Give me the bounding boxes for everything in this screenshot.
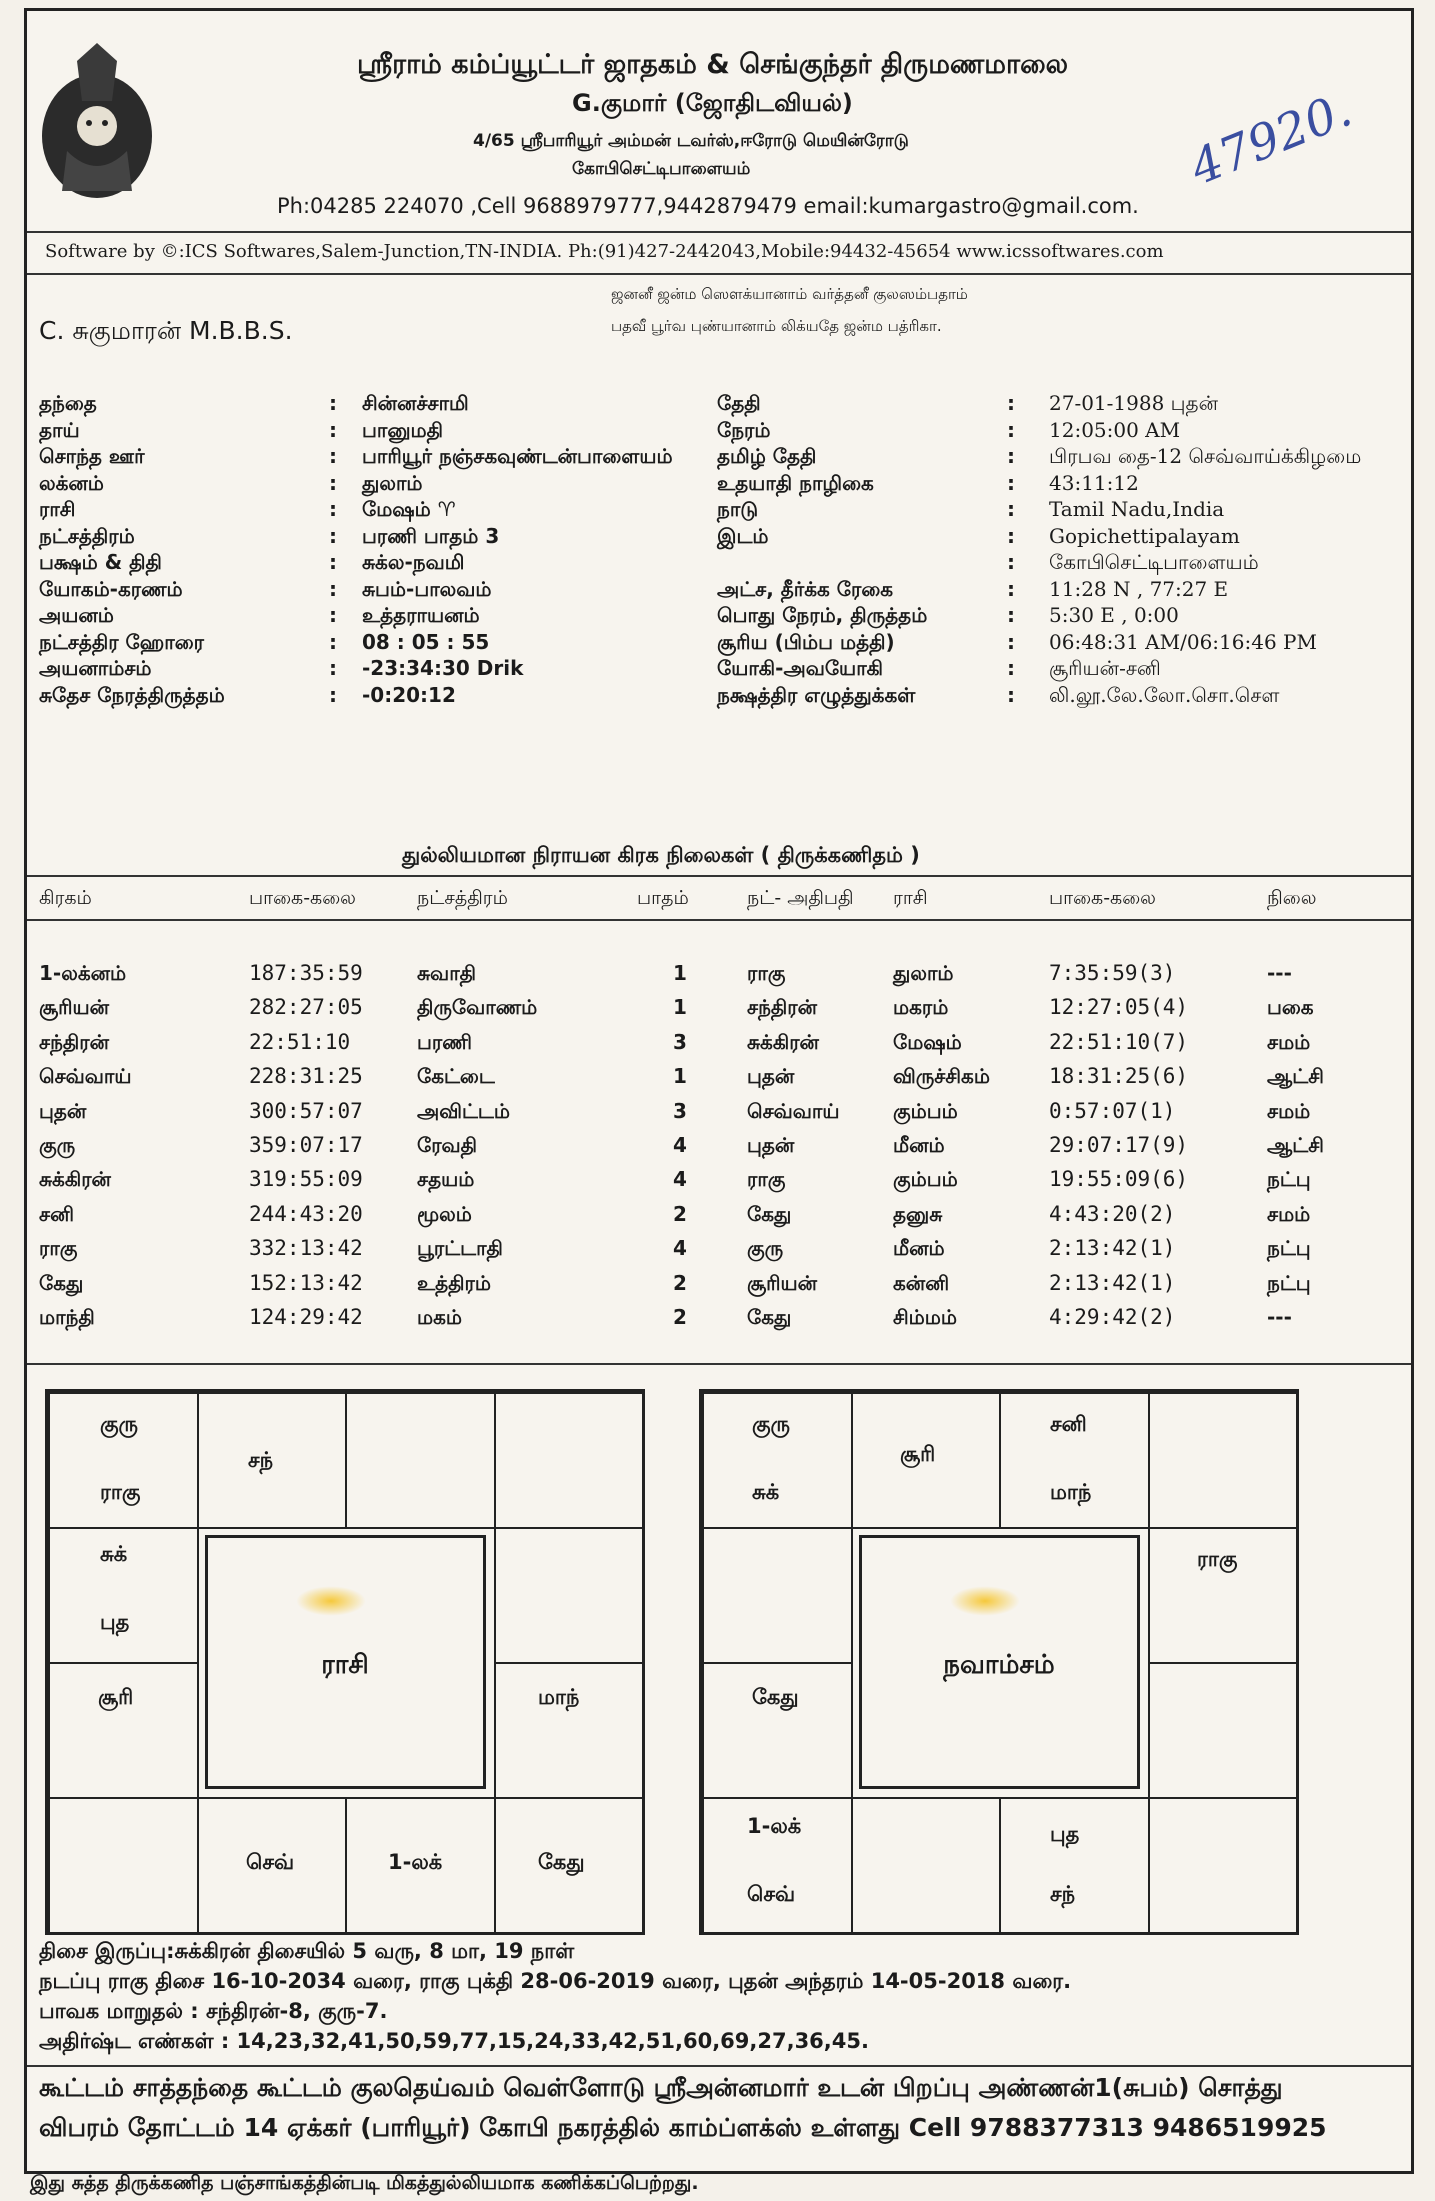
table-column-header: பாகை-கலை — [1049, 887, 1156, 909]
software-line: Software by ©:ICS Softwares,Salem-Junction,TN-INDIA. Ph:(91)427-2442043,Mobile:94432-45654 www.icssoftwares.com — [45, 241, 1164, 262]
detail-label: நக்ஷத்திர எழுத்துக்கள் — [717, 682, 916, 707]
detail-colon: : — [1007, 656, 1015, 680]
header-line2: G.குமார் (ஜோதிடவியல்) — [572, 89, 853, 117]
table-cell: ராகு — [747, 961, 786, 985]
verse-line1: ஜனனீ ஜன்ம ஸௌக்யானாம் வர்த்தனீ குலஸம்பதாம் — [611, 285, 968, 303]
table-cell: 4 — [673, 1236, 687, 1261]
detail-value: லி.லூ.லே.லோ.சொ.செள — [1049, 682, 1280, 707]
header-address: 4/65 ஸ்ரீபாரியூர் அம்மன் டவர்ஸ்,ஈரோடு மெயின்ரோடு — [473, 131, 909, 151]
planet-label: சனி — [1050, 1412, 1087, 1436]
table-cell: மகம் — [417, 1305, 462, 1329]
chart-house — [494, 1392, 645, 1529]
table-cell: சுக்கிரன் — [747, 1029, 819, 1054]
detail-value: 43:11:12 — [1049, 470, 1139, 495]
divider — [27, 231, 1411, 233]
detail-colon: : — [329, 656, 337, 680]
detail-value: -23:34:30 Drik — [362, 656, 524, 680]
turmeric-mark — [296, 1586, 366, 1616]
detail-colon: : — [1007, 682, 1015, 707]
table-cell: 19:55:09(6) — [1049, 1167, 1189, 1192]
detail-value: மேஷம் ♈ — [362, 497, 456, 521]
current-dasa: நடப்பு ராகு திசை 16-10-2034 வரை, ராகு புக்தி 28-06-2019 வரை, புதன் அந்தரம் 14-05-2018 வரை. — [39, 1969, 1072, 1993]
planet-label: 1-லக் — [747, 1814, 802, 1838]
table-column-header: பாதம் — [637, 887, 689, 909]
planet-label: சுக் — [100, 1542, 128, 1566]
table-cell: 2 — [673, 1270, 687, 1295]
table-cell: உத்திரம் — [417, 1270, 491, 1295]
detail-label: உதயாதி நாழிகை — [717, 470, 874, 495]
detail-label: நேரம் — [717, 417, 771, 442]
chart-house — [702, 1527, 853, 1664]
detail-colon: : — [1007, 550, 1015, 574]
detail-label: ராசி — [39, 497, 76, 521]
table-cell: 22:51:10 — [249, 1029, 351, 1054]
table-cell: கேது — [747, 1305, 792, 1329]
planet-label: சூரி — [900, 1442, 936, 1466]
detail-label: யோகம்-கரணம் — [39, 576, 183, 601]
table-cell: சதயம் — [417, 1167, 475, 1192]
table-cell: கேது — [39, 1270, 84, 1295]
table-cell: மீனம் — [893, 1133, 945, 1157]
table-cell: குரு — [747, 1236, 784, 1261]
detail-label: பொது நேரம், திருத்தம் — [717, 603, 928, 627]
navamsa-chart — [699, 1389, 1299, 1935]
family-details-line2: விபரம் தோட்டம் 14 ஏக்கர் (பாரியூர்) கோபி நகரத்தில் காம்ப்ளக்ஸ் உள்ளது Cell 9788377313 9486519925 — [39, 2113, 1327, 2142]
table-cell: செவ்வாய் — [747, 1098, 840, 1123]
table-cell: சந்திரன் — [747, 995, 818, 1020]
table-column-header: பாகை-கலை — [249, 887, 356, 909]
table-cell: ரேவதி — [417, 1133, 478, 1157]
table-cell: --- — [1267, 1305, 1292, 1329]
detail-value: உத்தராயனம் — [362, 603, 480, 627]
detail-colon: : — [1007, 629, 1015, 654]
detail-value: கோபிசெட்டிபாளையம் — [1049, 550, 1259, 574]
table-cell: 300:57:07 — [249, 1098, 363, 1123]
chart-center — [859, 1535, 1140, 1789]
table-cell: சமம் — [1267, 1201, 1311, 1226]
detail-label: பக்ஷம் & திதி — [39, 550, 162, 574]
detail-value: சின்னச்சாமி — [362, 391, 469, 415]
chart-house — [1148, 1392, 1299, 1529]
table-cell: சமம் — [1267, 1029, 1311, 1054]
detail-value: 08 : 05 : 55 — [362, 629, 490, 654]
table-cell: 29:07:17(9) — [1049, 1133, 1189, 1157]
table-column-header: கிரகம் — [39, 887, 92, 909]
chart-house — [48, 1662, 199, 1799]
deity-logo-icon — [37, 41, 157, 201]
table-cell: 319:55:09 — [249, 1167, 363, 1192]
planet-label: கேது — [538, 1850, 585, 1874]
detail-label: தந்தை — [39, 391, 97, 415]
detail-label: சுதேச நேரத்திருத்தம் — [39, 682, 225, 707]
table-cell: மேஷம் — [893, 1029, 962, 1054]
table-cell: மூலம் — [417, 1201, 472, 1226]
chart-house — [851, 1797, 1002, 1934]
detail-label: தமிழ் தேதி — [717, 444, 817, 468]
table-cell: சூரியன் — [39, 995, 110, 1020]
detail-label: அயனாம்சம் — [39, 656, 152, 680]
planet-label: செவ் — [747, 1882, 796, 1906]
header-town: கோபிசெட்டிபாளையம் — [572, 159, 751, 179]
detail-colon: : — [1007, 391, 1015, 415]
header-line1: ஸ்ரீராம் கம்ப்யூட்டர் ஜாதகம் & செங்குந்தர் திருமணமாலை — [357, 49, 1069, 80]
detail-colon: : — [1007, 444, 1015, 468]
planet-label: குரு — [100, 1412, 139, 1436]
planet-label: கேது — [752, 1685, 799, 1709]
table-cell: அவிட்டம் — [417, 1098, 510, 1123]
detail-colon: : — [1007, 576, 1015, 601]
detail-label: நட்சத்திர ஹோரை — [39, 629, 204, 654]
detail-value: சுக்ல-நவமி — [362, 550, 465, 574]
table-cell: சந்திரன் — [39, 1029, 110, 1054]
planet-label: மாந் — [1050, 1480, 1092, 1504]
table-cell: 4:29:42(2) — [1049, 1305, 1176, 1329]
table-cell: 0:57:07(1) — [1049, 1098, 1176, 1123]
divider — [27, 273, 1411, 275]
table-head-rule — [27, 919, 1411, 921]
detail-colon: : — [329, 603, 337, 627]
chart-house — [702, 1662, 853, 1799]
detail-value: Tamil Nadu,India — [1049, 497, 1225, 521]
table-bottom-rule — [27, 1363, 1411, 1365]
table-cell: ஆட்சி — [1267, 1133, 1324, 1157]
detail-colon: : — [1007, 523, 1015, 548]
chart-house — [48, 1797, 199, 1934]
table-column-header: ராசி — [893, 887, 928, 909]
table-cell: 359:07:17 — [249, 1133, 363, 1157]
planet-label: 1-லக் — [388, 1850, 443, 1874]
planet-label: செவ் — [246, 1850, 295, 1874]
table-cell: --- — [1267, 961, 1292, 985]
detail-label: அட்ச, தீர்க்க ரேகை — [717, 576, 894, 601]
table-cell: துலாம் — [893, 961, 954, 985]
chart-house — [999, 1797, 1150, 1934]
detail-colon: : — [329, 417, 337, 442]
planet-label: சுக் — [752, 1480, 780, 1504]
table-cell: 7:35:59(3) — [1049, 961, 1176, 985]
table-cell: திருவோணம் — [417, 995, 538, 1020]
detail-value: பிரபவ தை-12 செவ்வாய்க்கிழமை — [1049, 444, 1362, 468]
table-cell: தனுசு — [893, 1201, 943, 1226]
dasa-balance: திசை இருப்பு:சுக்கிரன் திசையில் 5 வரு, 8 மா, 19 நாள் — [39, 1939, 575, 1963]
detail-colon: : — [1007, 603, 1015, 627]
table-cell: 282:27:05 — [249, 995, 363, 1020]
table-cell: பரணி — [417, 1029, 472, 1054]
table-cell: கும்பம் — [893, 1167, 958, 1192]
detail-value: 5:30 E , 0:00 — [1049, 603, 1179, 627]
verse-line2: பதவீ பூர்வ புண்யானாம் லிக்யதே ஜன்ம பத்ரிகா. — [611, 317, 942, 335]
detail-colon: : — [329, 682, 337, 707]
detail-value: சுபம்-பாலவம் — [362, 576, 492, 601]
chart-house — [1148, 1797, 1299, 1934]
detail-label: தேதி — [717, 391, 761, 415]
table-cell: 22:51:10(7) — [1049, 1029, 1189, 1054]
table-cell: ஆட்சி — [1267, 1064, 1324, 1089]
table-cell: சமம் — [1267, 1098, 1311, 1123]
table-cell: புதன் — [39, 1098, 87, 1123]
table-cell: சூரியன் — [747, 1270, 818, 1295]
detail-value: பரணி பாதம் 3 — [362, 523, 500, 548]
table-cell: சனி — [39, 1201, 74, 1226]
planet-label: புத — [1050, 1822, 1080, 1846]
table-cell: 228:31:25 — [249, 1064, 363, 1089]
turmeric-mark — [950, 1586, 1020, 1616]
chart-house — [1148, 1662, 1299, 1799]
table-title: துல்லியமான நிராயன கிரக நிலைகள் ( திருக்கணிதம் ) — [402, 843, 920, 867]
detail-colon: : — [329, 629, 337, 654]
detail-colon: : — [329, 470, 337, 495]
table-cell: 12:27:05(4) — [1049, 995, 1189, 1020]
planet-label: ராகு — [100, 1480, 141, 1504]
detail-colon: : — [329, 391, 337, 415]
planet-label: மாந் — [538, 1685, 580, 1709]
detail-label: நாடு — [717, 497, 759, 521]
table-column-header: நிலை — [1267, 887, 1317, 909]
person-name: C. சுகுமாரன் M.B.B.S. — [39, 316, 293, 345]
detail-label: சூரிய (பிம்ப மத்தி) — [717, 629, 895, 654]
chart-title: நவாம்சம் — [943, 1650, 1055, 1680]
table-cell: சுவாதி — [417, 961, 477, 985]
detail-value: 12:05:00 AM — [1049, 417, 1181, 442]
table-cell: நட்பு — [1267, 1270, 1311, 1295]
planet-label: ராகு — [1197, 1547, 1238, 1571]
table-cell: மகரம் — [893, 995, 949, 1020]
detail-colon: : — [1007, 497, 1015, 521]
table-cell: 332:13:42 — [249, 1236, 363, 1261]
detail-value: -0:20:12 — [362, 682, 456, 707]
planet-label: குரு — [752, 1412, 791, 1436]
table-cell: கேட்டை — [417, 1064, 495, 1089]
detail-label: லக்னம் — [39, 470, 104, 495]
table-cell: மீனம் — [893, 1236, 945, 1261]
table-cell: மாந்தி — [39, 1305, 95, 1329]
detail-value: 06:48:31 AM/06:16:46 PM — [1049, 629, 1317, 654]
table-column-header: நட்சத்திரம் — [417, 887, 508, 909]
handwritten-number: 47920. — [1182, 81, 1360, 197]
table-cell: 18:31:25(6) — [1049, 1064, 1189, 1089]
chart-center — [205, 1535, 486, 1789]
table-top-rule — [27, 875, 1411, 877]
detail-label: யோகி-அவயோகி — [717, 656, 884, 680]
table-cell: 2:13:42(1) — [1049, 1270, 1176, 1295]
table-cell: புதன் — [747, 1064, 795, 1089]
table-cell: 2 — [673, 1305, 687, 1329]
detail-label: இடம் — [717, 523, 769, 548]
detail-colon: : — [329, 523, 337, 548]
table-cell: பகை — [1267, 995, 1314, 1020]
chart-house — [494, 1527, 645, 1664]
planet-label: புத — [100, 1610, 130, 1634]
accuracy-note: இது சுத்த திருக்கணித பஞ்சாங்கத்தின்படி மிகத்துல்லியமாக கணிக்கப்பெற்றது. — [30, 2172, 699, 2194]
detail-colon: : — [329, 576, 337, 601]
table-cell: 1 — [673, 961, 687, 985]
bhava-change: பாவக மாறுதல் : சந்திரன்-8, குரு-7. — [39, 1999, 388, 2023]
lucky-numbers: அதிர்ஷ்ட எண்கள் : 14,23,32,41,50,59,77,15,24,33,42,51,60,69,27,36,45. — [39, 2029, 869, 2053]
detail-value: 27-01-1988 புதன் — [1049, 391, 1218, 415]
table-cell: சிம்மம் — [893, 1305, 957, 1329]
table-cell: விருச்சிகம் — [893, 1064, 990, 1089]
table-cell: சுக்கிரன் — [39, 1167, 111, 1192]
table-cell: 2 — [673, 1201, 687, 1226]
table-cell: 2:13:42(1) — [1049, 1236, 1176, 1261]
detail-label: சொந்த ஊர் — [39, 444, 145, 468]
detail-label: நட்சத்திரம் — [39, 523, 135, 548]
detail-value: சூரியன்-சனி — [1049, 656, 1161, 680]
detail-label: அயனம் — [39, 603, 114, 627]
table-cell: 4 — [673, 1133, 687, 1157]
detail-value: துலாம் — [362, 470, 423, 495]
table-cell: பூரட்டாதி — [417, 1236, 503, 1261]
table-cell: 1-லக்னம் — [39, 961, 127, 985]
table-cell: கும்பம் — [893, 1098, 958, 1123]
header-contact: Ph:04285 224070 ,Cell 9688979777,9442879479 email:kumargastro@gmail.com. — [277, 194, 1139, 218]
table-cell: ராகு — [39, 1236, 78, 1261]
table-cell: கன்னி — [893, 1270, 950, 1295]
horoscope-page — [24, 8, 1414, 2174]
table-cell: 187:35:59 — [249, 961, 363, 985]
chart-house — [345, 1392, 496, 1529]
table-cell: செவ்வாய் — [39, 1064, 132, 1089]
table-cell: 152:13:42 — [249, 1270, 363, 1295]
planet-label: சந் — [248, 1448, 274, 1472]
chart-house — [494, 1662, 645, 1799]
table-cell: நட்பு — [1267, 1236, 1311, 1261]
family-details-line1: கூட்டம் சாத்தந்தை கூட்டம் குலதெய்வம் வெள்ளோடு ஸ்ரீஅன்னமார் உடன் பிறப்பு அண்ணன்1(சுபம்) சொத்து — [39, 2073, 1283, 2102]
table-cell: ராகு — [747, 1167, 786, 1192]
table-cell: 1 — [673, 995, 687, 1020]
planet-label: சந் — [1050, 1882, 1076, 1906]
detail-value: 11:28 N , 77:27 E — [1049, 576, 1229, 601]
table-cell: 4:43:20(2) — [1049, 1201, 1176, 1226]
detail-colon: : — [329, 444, 337, 468]
table-cell: கேது — [747, 1201, 792, 1226]
detail-value: Gopichettipalayam — [1049, 523, 1240, 548]
table-cell: 3 — [673, 1029, 687, 1054]
detail-label: தாய் — [39, 417, 80, 442]
detail-colon: : — [329, 550, 337, 574]
planet-label: சூரி — [98, 1685, 134, 1709]
table-column-header: நட்- அதிபதி — [747, 887, 854, 909]
table-cell: 3 — [673, 1098, 687, 1123]
table-cell: 244:43:20 — [249, 1201, 363, 1226]
rasi-chart — [45, 1389, 645, 1935]
detail-colon: : — [1007, 417, 1015, 442]
table-cell: குரு — [39, 1133, 76, 1157]
detail-colon: : — [1007, 470, 1015, 495]
table-cell: 1 — [673, 1064, 687, 1089]
detail-value: பானுமதி — [362, 417, 444, 442]
table-cell: நட்பு — [1267, 1167, 1311, 1192]
table-cell: 4 — [673, 1167, 687, 1192]
table-cell: புதன் — [747, 1133, 795, 1157]
detail-colon: : — [329, 497, 337, 521]
chart-title: ராசி — [321, 1650, 369, 1680]
table-cell: 124:29:42 — [249, 1305, 363, 1329]
divider — [27, 2065, 1411, 2067]
detail-value: பாரியூர் நஞ்சகவுண்டன்பாளையம் — [362, 444, 673, 468]
